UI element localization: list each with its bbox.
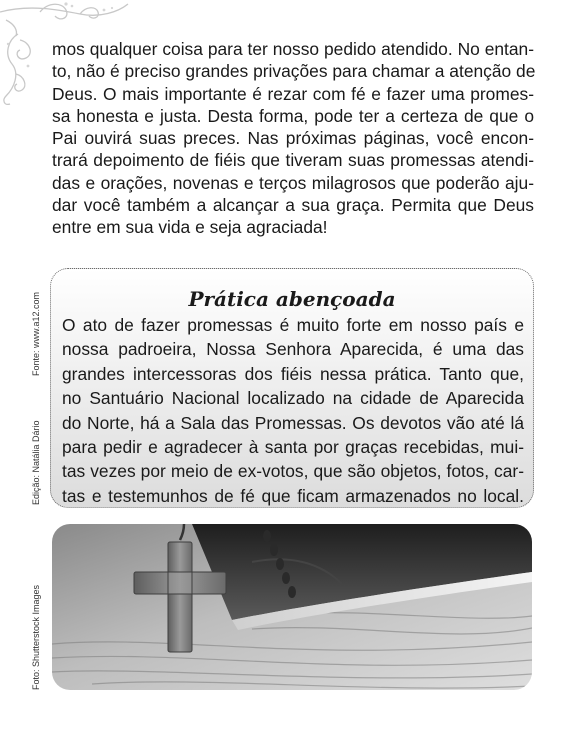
editor-credit: Edição: Natália Dário (31, 420, 41, 505)
intro-paragraph (52, 38, 534, 239)
box-line: O ato de fazer promessas é muito forte em nosso país e (62, 315, 524, 335)
intro-line: trará depoimento de fiéis que tiveram suas promessas atendi- (52, 150, 534, 171)
practice-box-body (62, 313, 524, 508)
cross-on-bible-photo-icon (52, 524, 532, 690)
intro-line: to, não é preciso grandes privações para chamar a atenção de (52, 61, 536, 82)
box-line: para pedir e agradecer à santa por graças recebidas, mui- (62, 437, 524, 458)
source-credit: Fonte: www.a12.com (31, 291, 41, 376)
box-line: tas vezes por meio de ex-votos, que são objetos, fotos, car- (62, 461, 524, 482)
practice-box-title: Prática abençoada (188, 287, 396, 311)
practice-box (50, 268, 534, 508)
intro-line: sa honesta e justa. Desta forma, pode ter a certeza de que o (52, 105, 534, 126)
box-line: tas e testemunhos de fé que ficam armazenados no local. (62, 485, 524, 506)
box-line: grandes intercessoras dos fiéis nessa prática. Tanto que, (62, 363, 524, 384)
cross-bible-photo (52, 524, 532, 690)
intro-line: mos qualquer coisa para ter nosso pedido atendido. No entan- (52, 39, 534, 59)
box-line: do Norte, há a Sala das Promessas. Os devotos vão até lá (62, 412, 524, 433)
box-line: nossa padroeira, Nossa Senhora Aparecida, é uma das (62, 339, 524, 360)
intro-line: das e orações, novenas e terços milagrosos que poderão aju- (52, 172, 534, 193)
intro-line: Pai ouvirá suas preces. Nas próximas páginas, você encon- (52, 128, 534, 149)
intro-line: entre em sua vida e seja agraciada! (52, 217, 328, 238)
box-line: no Santuário Nacional localizado na cidade de Aparecida (62, 388, 524, 409)
intro-line: dar você também a alcançar a sua graça. Permita que Deus (52, 195, 534, 216)
intro-line: Deus. O mais importante é rezar com fé e fazer uma promes- (52, 83, 534, 104)
photo-credit: Foto: Shutterstock Images (31, 584, 41, 690)
